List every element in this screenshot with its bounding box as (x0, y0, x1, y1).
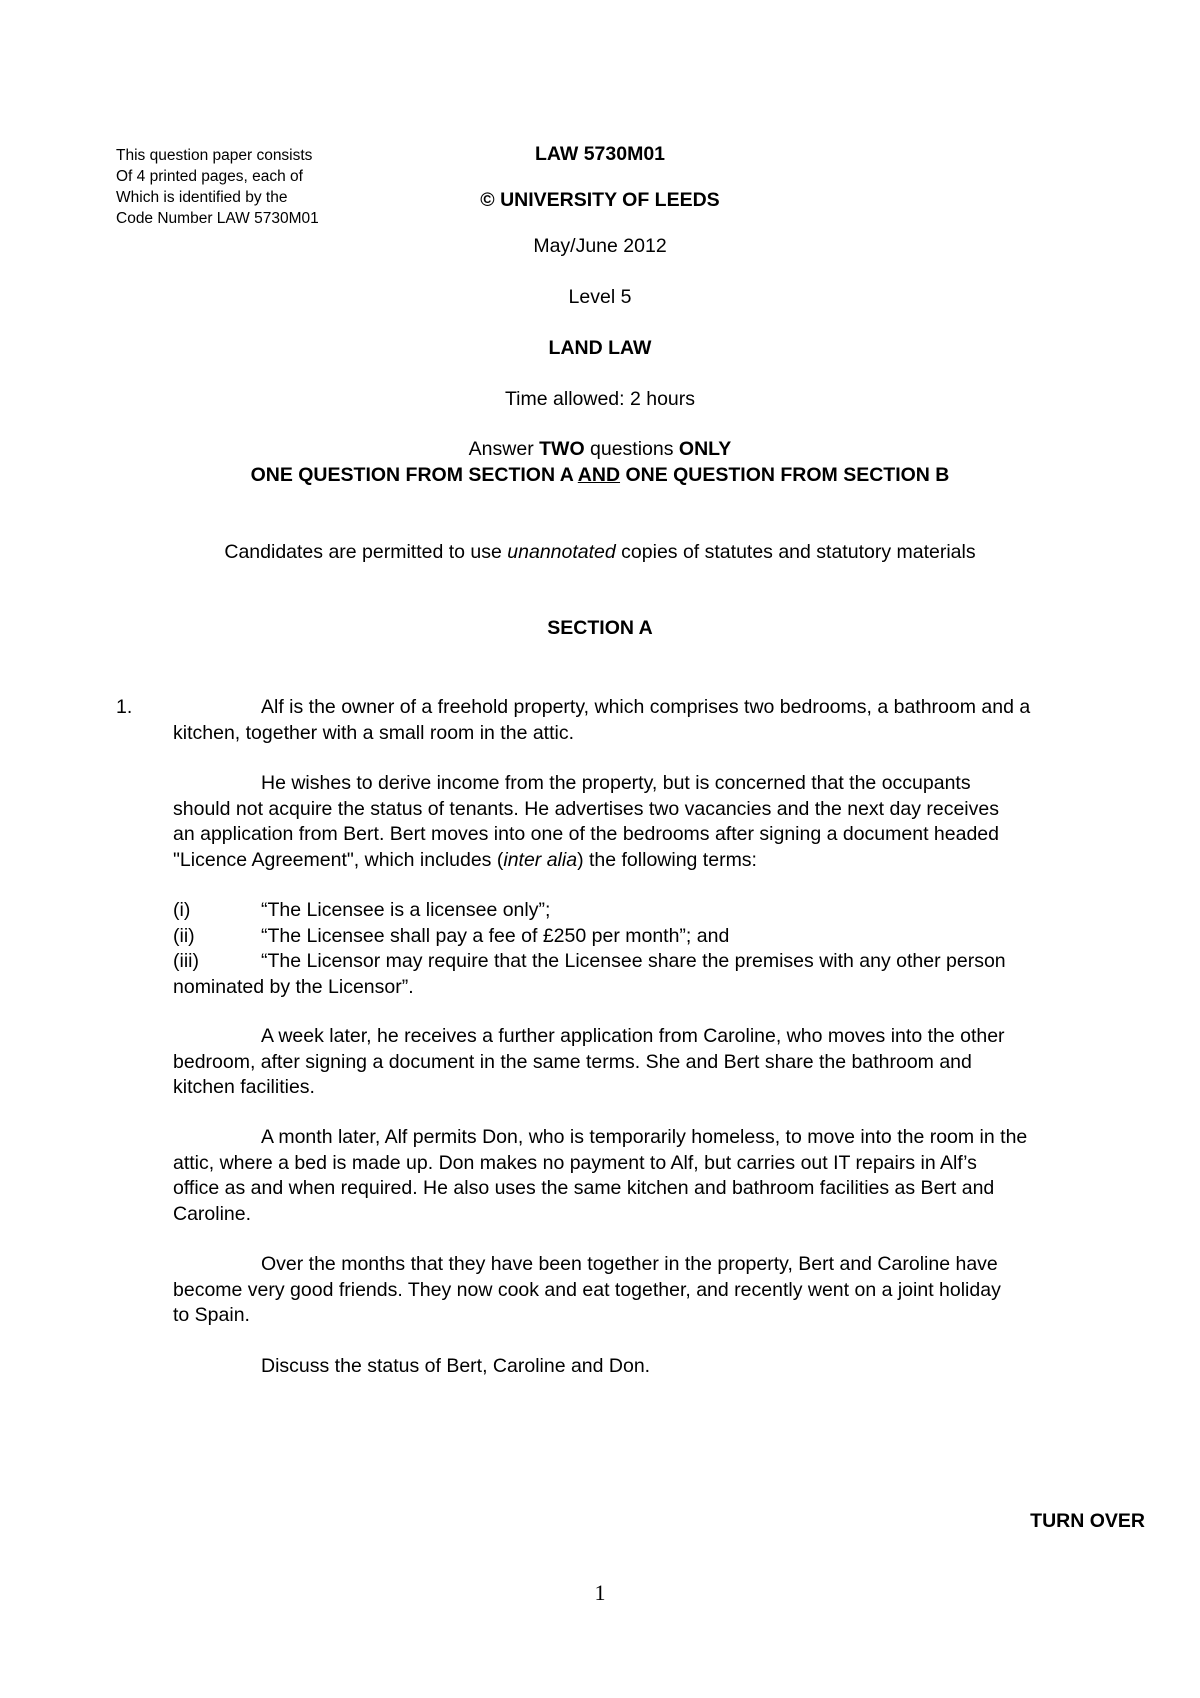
exam-level: Level 5 (568, 286, 632, 308)
answer-only: ONLY (678, 438, 732, 460)
term-item (173, 949, 1143, 975)
paragraph-line: an application from Bert. Bert moves into one of the bedrooms after signing a document headed (173, 823, 999, 845)
line-text: Over the months that they have been together in the property, Bert and Caroline have (261, 1253, 998, 1275)
university-name: © UNIVERSITY OF LEEDS (480, 189, 720, 211)
question-paragraph (173, 1252, 1143, 1329)
line-text: A month later, Alf permits Don, who is temporarily homeless, to move into the room in the (261, 1126, 1028, 1148)
paragraph-line: Caroline. (173, 1202, 252, 1225)
question-paragraph (173, 695, 1143, 746)
section-heading: SECTION A (547, 617, 653, 639)
section-instruction (0, 463, 1200, 487)
paragraph-line (173, 1024, 1143, 1050)
page-number: 1 (594, 1580, 606, 1605)
line-text: A week later, he receives a further application from Caroline, who moves into the other (261, 1025, 1005, 1047)
term-item (173, 924, 1143, 950)
paragraph-line: kitchen, together with a small room in the attic. (173, 721, 575, 744)
term-item (173, 898, 1143, 924)
line-text: He wishes to derive income from the property, but is concerned that the occupants (261, 772, 971, 794)
question-paragraph (173, 771, 1143, 873)
paragraph-line: kitchen facilities. (173, 1076, 315, 1098)
paragraph-line: office as and when required. He also uses the same kitchen and bathroom facilities as Bert and (173, 1177, 995, 1199)
term-label: (iii) (173, 950, 199, 972)
paragraph-line (173, 1354, 1143, 1380)
question-prompt (173, 1354, 1143, 1380)
paragraph-line: should not acquire the status of tenants. He advertises two vacancies and the next day receives (173, 797, 999, 820)
answer-text: Answer (468, 438, 540, 460)
term-label: (ii) (173, 924, 195, 947)
term-text: “The Licensee is a licensee only”; (261, 899, 551, 921)
materials-text: copies of statutes and statutory materials (615, 541, 976, 563)
paragraph-line: bedroom, after signing a document in the same terms. She and Bert share the bathroom and (173, 1050, 972, 1073)
notice-line: Of 4 printed pages, each of (116, 168, 303, 185)
notice-line: Code Number LAW 5730M01 (116, 210, 319, 227)
paragraph-line: to Spain. (173, 1304, 250, 1326)
time-allowed: Time allowed: 2 hours (504, 388, 696, 410)
exam-session: May/June 2012 (533, 235, 667, 257)
question-paragraph (173, 1125, 1143, 1227)
line-text: Discuss the status of Bert, Caroline and Don. (261, 1355, 651, 1377)
paragraph-line: become very good friends. They now cook and eat together, and recently went on a joint holiday (173, 1278, 1001, 1301)
term-label: (i) (173, 899, 191, 921)
answer-count: TWO (539, 438, 585, 460)
materials-text: Candidates are permitted to use (224, 541, 508, 563)
paragraph-line (173, 1125, 1143, 1151)
paragraph-line (173, 695, 1143, 721)
question-paragraph (173, 1024, 1143, 1101)
materials-emphasis: unannotated (507, 541, 616, 563)
section-instruction-text: ONE QUESTION FROM SECTION A (250, 464, 578, 486)
line-text: "Licence Agreement", which includes ( (173, 848, 504, 871)
paragraph-line (173, 1252, 1143, 1278)
term-text: “The Licensee shall pay a fee of £250 per month”; and (261, 924, 730, 947)
notice-line: This question paper consists (116, 147, 313, 164)
line-text: Alf is the owner of a freehold property, which comprises two bedrooms, a bathroom and a (261, 696, 1031, 718)
turn-over-label: TURN OVER (1030, 1510, 1145, 1532)
question-number: 1. (116, 696, 133, 718)
term-continuation: nominated by the Licensor”. (173, 975, 414, 998)
term-text: “The Licensor may require that the Licensee share the premises with any other person (261, 950, 1006, 972)
line-text: ) the following terms: (577, 848, 757, 871)
paragraph-line: attic, where a bed is made up. Don makes no payment to Alf, but carries out IT repairs in Alf’s (173, 1151, 977, 1174)
answer-instruction (0, 437, 1200, 461)
course-code: LAW 5730M01 (534, 143, 666, 165)
section-instruction-text: ONE QUESTION FROM SECTION B (620, 464, 950, 486)
subject-title: LAND LAW (548, 337, 652, 359)
notice-line: Which is identified by the (116, 189, 288, 206)
terms-list (173, 898, 1143, 1000)
latin-phrase: inter alia (503, 848, 578, 871)
answer-text: questions (584, 438, 679, 460)
section-instruction-and: AND (577, 464, 621, 486)
paragraph-line (173, 848, 1143, 874)
paragraph-line (173, 771, 1143, 797)
materials-instruction (0, 540, 1200, 564)
